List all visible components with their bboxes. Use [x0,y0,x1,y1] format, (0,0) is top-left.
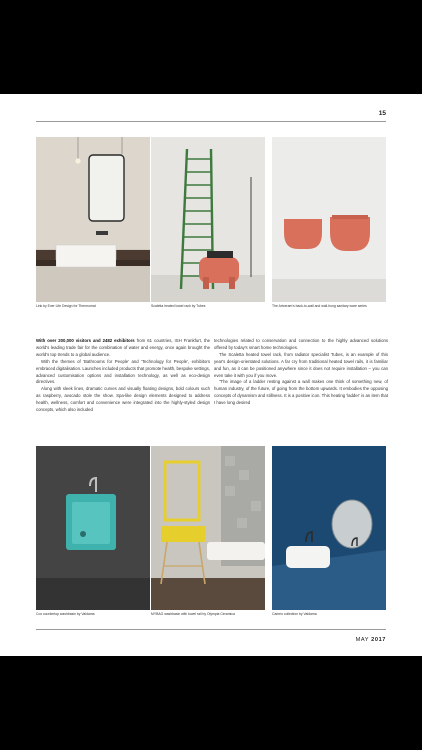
issue-year: 2017 [371,637,386,643]
magazine-page [0,94,422,656]
caption-photo-4: Cox countertop washbasin by Valdama [36,612,95,616]
photo-coral-wall-hung [272,137,386,302]
photo-mirror-washbasin [36,137,150,302]
footer-rule [36,629,386,630]
article-lead: With over 200,000 visitors and 2482 exhibitors [36,338,135,343]
caption-photo-3: The Artceram's back-to-wall and wall-hung sanitary ware series [272,304,367,308]
photo-yellow-washbasin [151,446,265,610]
caption-photo-5: MYBAG washbasin with towel rail by Olympia Ceramica [151,612,235,616]
caption-photo-2: Scaletta heated towel rack by Tubes [151,304,206,308]
article-paragraph: With over 200,000 visitors and 2482 exhibitors from 61 countries, ISH Frankfurt, the world's leading trade fair for the combination of water and energy, once again brought the world's top trends to a global audience. [36,338,210,357]
photo-blue-wall-basin [272,446,386,610]
article-column-left [36,338,210,414]
caption-photo-1: Link by Ever Life Design for Thermomat [36,304,96,308]
issue-date [356,637,386,643]
article-paragraph: The Scaletta heated towel rack, from radiator specialist Tubes, is an example of this year's design-orientated solutions. A far cry from traditional heated towel rails, it is familiar and fun, as it can be positioned anywhere since it does not require installation – you can even take it with you if you move. [214,351,388,378]
article-column-right [214,338,388,407]
article-paragraph: "The image of a ladder resting against a wall makes one think of something new, of human industry, of the future, of going from the bottom upwards. It embodies the opposing concepts of dynamism and stillness. It is a positive icon. This heating 'ladder' is an item that I have long desired [214,379,388,406]
photo-teal-washbasin [36,446,150,610]
article-paragraph: With the themes of 'Bathrooms for People' and 'Technology for People', exhibitors embraced digitalisation. Launches included products that promote health, bespoke settings, advanced customisation options and installation technology, as well as eco-design directives. [36,358,210,385]
photo-ladder-towel-rack [151,137,265,302]
article-paragraph: Along with sleek lines, dramatic curves and visually floating designs, bold colours such as raspberry, avocado stole the show. Spa-like design elements designed to address health, wellness, comfort and convenience were integrated into the highly-styled design concepts, which also included [36,386,210,413]
caption-photo-6: Cameo collection by Valdama [272,612,317,616]
article-paragraph: technologies related to conservation and connection to the highly advanced solutions offered by today's smart home technologies. [214,338,388,350]
issue-month: MAY [355,637,369,643]
header-rule [36,121,386,122]
page-number: 15 [378,110,386,117]
